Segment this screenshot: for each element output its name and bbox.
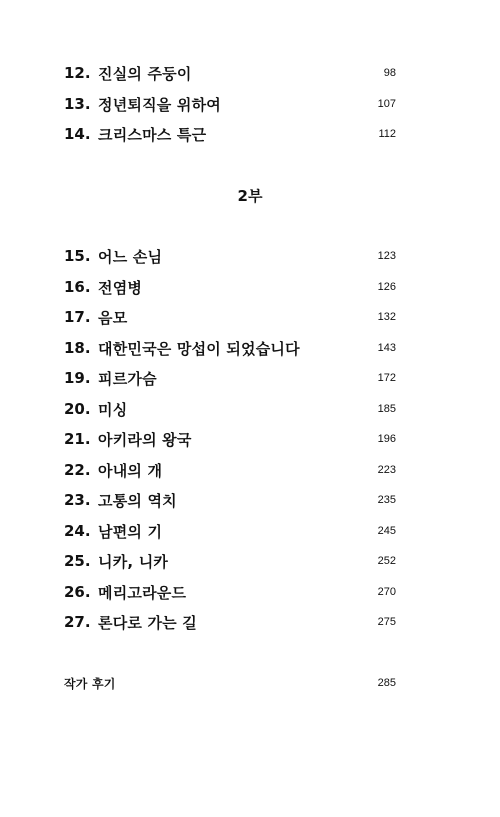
chapter-title: 아내의 개 (98, 461, 163, 480)
chapter-number: 27. (64, 613, 91, 631)
toc-entry (64, 61, 396, 85)
page-number: 123 (377, 250, 396, 262)
toc-entry-afterword (64, 671, 396, 695)
chapter-number: 20. (64, 400, 91, 418)
page-number: 223 (377, 464, 396, 476)
chapter-title: 피르가슴 (98, 369, 157, 388)
chapter-title: 어느 손님 (98, 247, 163, 266)
chapter-number: 18. (64, 339, 91, 357)
toc-entry (64, 366, 396, 390)
page-number: 185 (377, 403, 396, 415)
chapter-title: 대한민국은 망섭이 되었습니다 (98, 339, 300, 358)
toc-entry (64, 458, 396, 482)
chapter-number: 19. (64, 369, 91, 387)
page-number: 172 (377, 372, 396, 384)
chapter-number: 17. (64, 308, 91, 326)
page-number: 235 (377, 494, 396, 506)
page-number: 112 (378, 128, 396, 140)
part-heading: 2부 (237, 187, 263, 205)
chapter-number: 15. (64, 247, 91, 265)
page-number: 245 (377, 525, 396, 537)
chapter-number: 13. (64, 95, 91, 113)
toc-entry (64, 92, 396, 116)
toc-entry (64, 427, 396, 451)
chapter-title: 남편의 기 (98, 522, 163, 541)
chapter-number: 22. (64, 461, 91, 479)
toc-entry (64, 275, 396, 299)
page-number: 98 (383, 67, 396, 79)
chapter-title: 정년퇴직을 위하여 (98, 95, 221, 114)
chapter-number: 16. (64, 278, 91, 296)
chapter-number: 14. (64, 125, 91, 143)
chapter-number: 12. (64, 64, 91, 82)
chapter-title: 크리스마스 특근 (98, 125, 207, 144)
page-number: 143 (377, 342, 396, 354)
chapter-title: 진실의 주둥이 (98, 64, 192, 83)
chapter-title: 니카, 니카 (98, 552, 169, 571)
toc-entry (64, 122, 396, 146)
chapter-title: 전염병 (98, 278, 143, 297)
toc-entry (64, 610, 396, 634)
toc-entry (64, 549, 396, 573)
afterword-title: 작가 후기 (64, 676, 116, 691)
page-number: 126 (377, 281, 396, 293)
chapter-title: 음모 (98, 308, 128, 327)
toc-entry (64, 397, 396, 421)
page-number: 107 (377, 98, 396, 110)
toc-entry (64, 244, 396, 268)
chapter-title: 메리고라운드 (98, 583, 187, 602)
chapter-title: 고통의 역치 (98, 491, 177, 510)
chapter-number: 23. (64, 491, 91, 509)
toc-entry (64, 488, 396, 512)
page-number: 285 (377, 677, 396, 689)
page-number: 252 (377, 555, 396, 567)
page-number: 132 (377, 311, 396, 323)
chapter-number: 24. (64, 522, 91, 540)
chapter-number: 21. (64, 430, 91, 448)
chapter-number: 26. (64, 583, 91, 601)
page-number: 196 (377, 433, 396, 445)
chapter-title: 아키라의 왕국 (98, 430, 192, 449)
toc-entry (64, 519, 396, 543)
toc-entry (64, 305, 396, 329)
chapter-title: 론다로 가는 길 (98, 613, 197, 632)
chapter-number: 25. (64, 552, 91, 570)
toc-entry (64, 580, 396, 604)
toc-entry (64, 336, 396, 360)
page-number: 275 (377, 616, 396, 628)
chapter-title: 미싱 (98, 400, 128, 419)
page-number: 270 (377, 586, 396, 598)
